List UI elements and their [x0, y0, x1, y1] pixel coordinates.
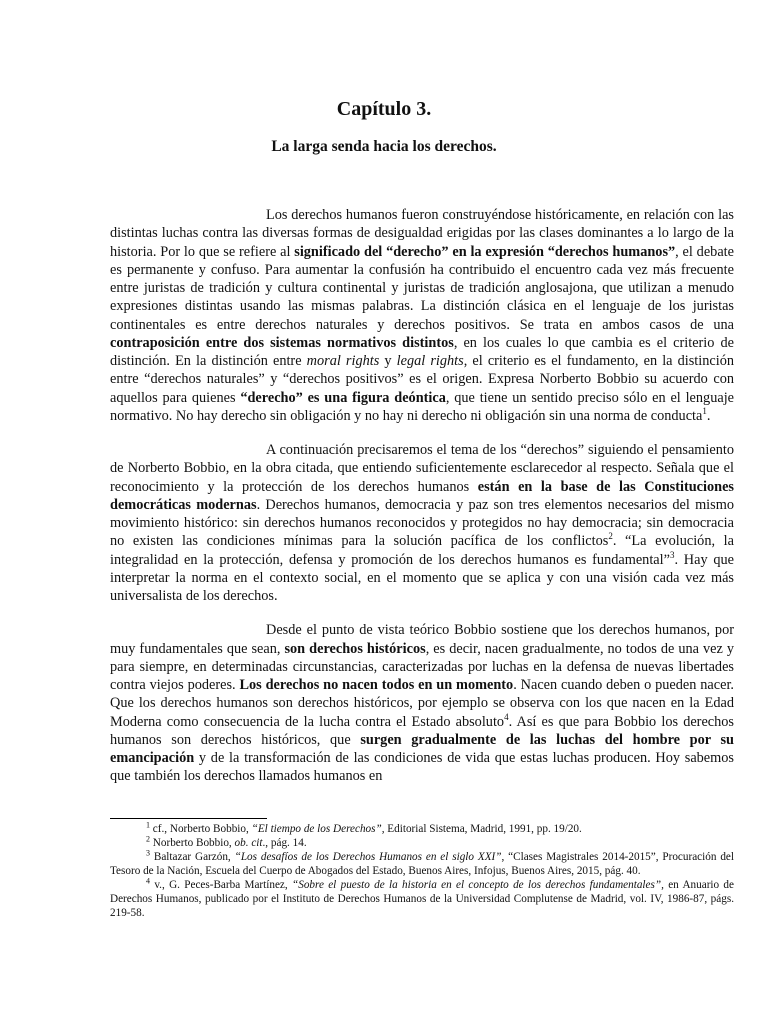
text-run: Baltazar Garzón,: [150, 851, 235, 863]
footnote-reference: 2: [146, 834, 150, 844]
text-run: v., G. Peces-Barba Martínez,: [150, 879, 292, 891]
text-run: Desde el punto de vista teórico Bobbio sostiene que los derechos humanos, por muy fundamentales que sean,: [110, 622, 734, 657]
text-run: “Los desafíos de los Derechos Humanos en el siglo XXI”: [234, 851, 502, 863]
text-run: están en la base de las Constituciones democráticas modernas: [110, 478, 734, 513]
text-run: son derechos históricos: [284, 640, 426, 657]
text-run: , “Clases Magistrales 2014-2015”, Procuración del Tesoro de la Nación, Escuela del Cuerpo de Abogados del Estado, Buenos Aires, Infojus, Buenos Aires, 2015, pág. 40.: [110, 851, 734, 877]
footnote-reference: 3: [146, 848, 150, 858]
text-run: ob. cit: [234, 837, 263, 849]
footnote-reference: 4: [146, 876, 150, 886]
paragraph-3: [110, 621, 734, 785]
text-run: . Nacen cuando deben o pueden nacer. Que los derechos humanos son derechos históricos, por ejemplo se observa con los que nacen en la Edad Moderna como consecuencia de la lucha contra el Estado absoluto: [110, 677, 734, 730]
text-run: . “La evolución, la integralidad en la protección, defensa y promoción de los derechos humanos es fundamental”: [110, 533, 734, 568]
footnote-reference: 1: [146, 820, 150, 830]
text-run: “Sobre el puesto de la historia en el concepto de los derechos fundamentales”,: [292, 879, 664, 891]
footnotes: [110, 822, 734, 920]
text-run: Norberto Bobbio,: [150, 837, 235, 849]
footnote-reference: 1: [702, 405, 707, 416]
footnote-1: [110, 822, 734, 836]
text-run: significado del “derecho” en la expresión “derechos humanos”: [294, 243, 676, 260]
footnote-2: [110, 836, 734, 850]
text-run: A continuación precisaremos el tema de los “derechos” siguiendo el pensamiento de Norberto Bobbio, en la obra citada, que entiendo suficientemente esclarecedor al respecto. Señala que el reconocimiento y la protección de los derechos humanos: [110, 442, 734, 495]
chapter-subtitle: La larga senda hacia los derechos.: [271, 138, 497, 155]
text-run: y: [379, 353, 397, 369]
footnote-reference: 3: [669, 549, 675, 560]
body-text: [110, 206, 734, 802]
text-run: en Anuario de Derechos Humanos, publicado por el Instituto de Derechos Humanos de la Universidad Complutense de Madrid, vol. IV, 1986-87, págs. 219-58.: [110, 879, 734, 919]
text-run: . Derechos humanos, democracia y paz son tres elementos necesarios del mismo movimiento histórico: sin derechos humanos reconocidos y protegidos no hay democracia; sin democracia no existen las condiciones mínimas para la solución pacífica de los conflictos: [110, 496, 734, 550]
text-run: , el debate es permanente y confuso. Para aumentar la confusión ha contribuido el encuentro cada vez más frecuente entre juristas de tradición y cultura continental y juristas de tradición anglosajona, que utilizan a menudo expresiones distintas usando las mismas palabras. La distinción clásica en el lenguaje de los juristas continentales es entre derechos naturales y derechos positivos. Se trata en ambos casos de una: [110, 243, 734, 333]
text-run: cf., Norberto Bobbio,: [150, 823, 252, 835]
text-run: , es decir, nacen gradualmente, no todos de una vez y para siempre, en determinadas circunstancias, caracterizadas por luchas en la defensa de nuevas libertades contra viejos poderes.: [110, 640, 735, 693]
footnote-3: [110, 850, 734, 878]
text-run: “El tiempo de los Derechos”,: [251, 823, 385, 835]
text-run: contraposición entre dos sistemas normativos distintos: [110, 334, 454, 351]
text-run: moral rights: [306, 353, 380, 369]
footnote-reference: 2: [608, 531, 613, 542]
text-run: legal rights: [396, 353, 464, 369]
footnote-reference: 4: [504, 711, 509, 722]
text-run: , el criterio es el fundamento, en la distinción entre “derechos naturales” y “derechos positivos” es el origen. Expresa Norberto Bobbio su acuerdo con aquellos para quienes: [110, 353, 735, 406]
paragraph-1: [110, 206, 734, 425]
footnote-separator: [110, 818, 267, 819]
paragraph-2: [110, 441, 734, 605]
text-run: y de la transformación de las condiciones de vida que estas luchas producen. Hoy sabemos que también los derechos llamados humanos en: [110, 750, 734, 785]
text-run: . Hay que interpretar la norma en el contexto social, en el momento que se aplica y con una visión cada vez más universalista de los derechos.: [110, 551, 735, 604]
text-run: Los derechos no nacen todos en un momento: [239, 677, 514, 693]
text-run: Los derechos humanos fueron construyéndose históricamente, en relación con las distintas luchas contra las diversas formas de desigualdad erigidas por las clases dominantes a lo largo de la historia. Por lo que se refiere al: [110, 207, 734, 260]
footnote-4: [110, 878, 734, 920]
text-run: “derecho” es una figura deóntica: [240, 389, 446, 406]
text-run: ., pág. 14.: [262, 837, 307, 849]
text-run: , que tiene un sentido preciso sólo en el lenguaje normativo. No hay derecho sin obligación y no hay ni derecho ni obligación sin una norma de conducta: [110, 389, 735, 424]
text-run: .: [706, 407, 711, 424]
text-run: surgen gradualmente de las luchas del hombre por su emancipación: [110, 731, 734, 766]
text-run: , en los cuales lo que cambia es el criterio de distinción. En la distinción entre: [110, 334, 734, 369]
text-run: . Así es que para Bobbio los derechos humanos son derechos históricos, que: [110, 713, 734, 748]
chapter-title: Capítulo 3.: [336, 98, 432, 120]
text-run: Editorial Sistema, Madrid, 1991, pp. 19/20.: [384, 823, 582, 835]
